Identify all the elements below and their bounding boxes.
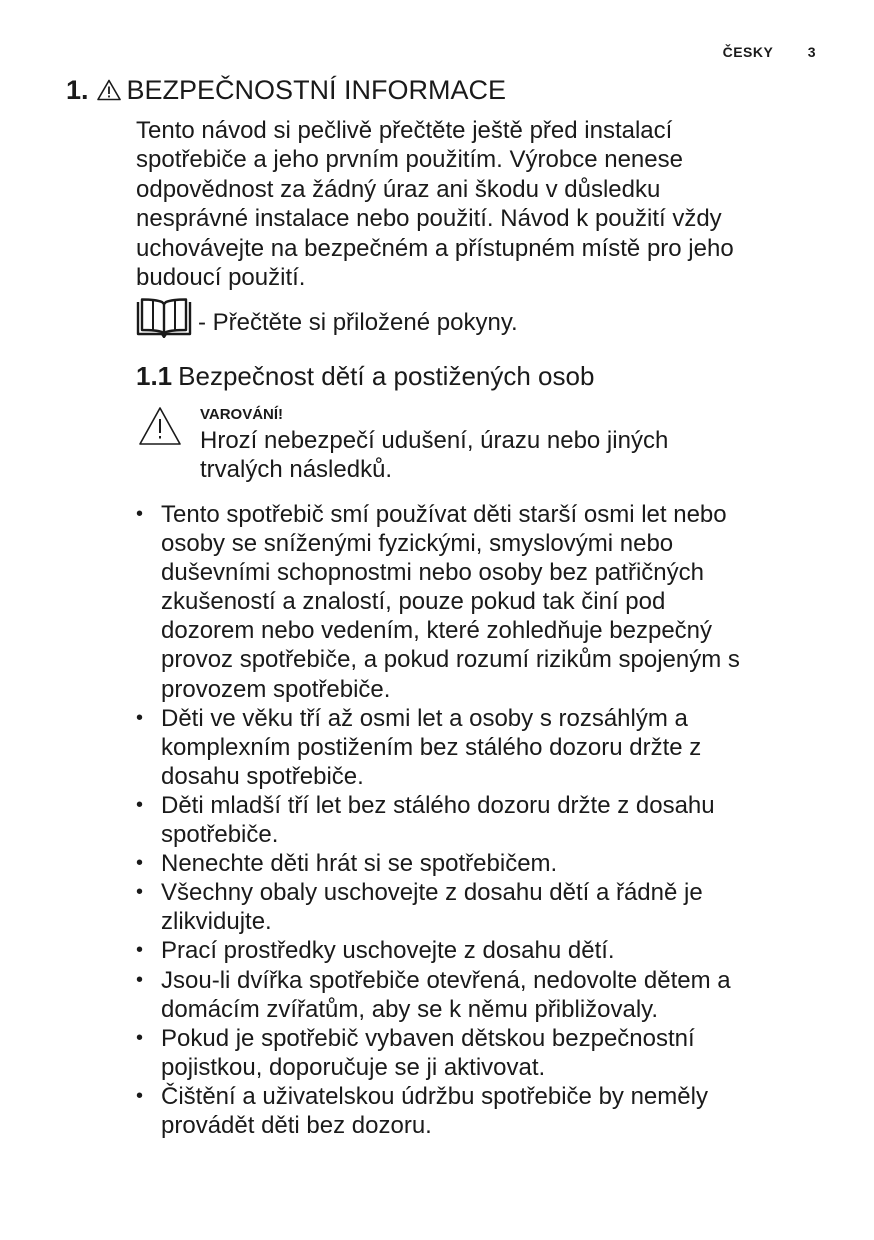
bullet-line: provozem spotřebiče. [161,675,391,703]
intro-line: odpovědnost za žádný úraz ani škodu v důsledku [136,175,661,203]
bullet-icon: • [136,968,144,991]
page-number: 3 [807,44,816,60]
bullet-icon: • [136,939,144,962]
bullet-icon: • [136,503,144,525]
warning-line: Hrozí nebezpečí udušení, úrazu nebo jiných [200,427,669,454]
bullet-line: komplexním postižením bez stálého dozoru držte z [161,733,702,761]
bullet-line: Nenechte děti hrát si se spotřebičem. [161,850,558,878]
intro-line: uchovávejte na bezpečném a přístupném místě pro jeho [136,234,734,262]
subsection-number: 1.1 [136,361,173,391]
safety-bullet-list [136,500,836,1140]
bullet-icon: • [136,1084,144,1107]
warning-label: VAROVÁNÍ! [200,406,284,423]
warning-triangle-icon [138,406,182,446]
bullet-icon: • [136,881,144,904]
bullet-icon: • [136,1026,144,1049]
intro-line: spotřebiče a jeho prvním použitím. Výrobce nenese [136,146,683,174]
bullet-line: Děti mladší tří let bez stálého dozoru držte z dosahu [161,791,715,819]
bullet-line: zkušeností a znalostí, pouze pokud tak činí pod [161,588,666,616]
open-book-icon [136,298,192,338]
bullet-line: osoby se sníženými fyzickými, smyslovými nebo [161,530,674,558]
warning-line: trvalých následků. [200,456,393,484]
bullet-line: Čištění a uživatelskou údržbu spotřebiče by neměly [161,1082,708,1110]
read-instructions-text: - Přečtěte si přiložené pokyny. [198,309,518,336]
bullet-item [136,704,836,791]
intro-paragraph [136,116,826,292]
bullet-line: dosahu spotřebiče. [161,762,364,790]
bullet-item [136,1082,836,1140]
bullet-line: pojistkou, doporučuje se ji aktivovat. [161,1053,546,1081]
bullet-line: domácím zvířatům, aby se k němu přibližovaly. [161,995,659,1023]
bullet-line: Všechny obaly uschovejte z dosahu dětí a řádně je [161,879,703,907]
section-heading [66,72,506,108]
bullet-icon: • [136,706,144,729]
subsection-heading [136,358,594,394]
bullet-item [136,849,836,878]
bullet-line: spotřebiče. [161,821,279,849]
bullet-line: Jsou-li dvířka spotřebiče otevřená, nedovolte dětem a [161,966,731,994]
bullet-line: provoz spotřebiče, a pokud rozumí rizikům spojeným s [161,646,740,674]
bullet-item [136,878,836,936]
subsection-title: Bezpečnost dětí a postižených osob [178,361,595,391]
bullet-item [136,500,836,704]
bullet-line: zlikvidujte. [161,908,272,936]
intro-line: nesprávné instalace nebo použití. Návod k použití vždy [136,205,722,233]
bullet-line: dozorem nebo vedením, které zohledňuje bezpečný [161,617,713,645]
bullet-item [136,966,836,1024]
bullet-line: Tento spotřebič smí používat děti starší osmi let nebo [161,501,727,528]
warning-text [200,426,820,485]
bullet-item [136,936,836,965]
read-instructions-row [136,298,518,338]
bullet-line: Prací prostředky uschovejte z dosahu dětí. [161,937,615,965]
warning-triangle-icon [97,79,121,101]
bullet-item [136,1024,836,1082]
bullet-item [136,791,836,849]
section-title: BEZPEČNOSTNÍ INFORMACE [126,75,507,105]
bullet-line: Pokud je spotřebič vybaven dětskou bezpečnostní [161,1024,695,1052]
intro-line: Tento návod si pečlivě přečtěte ještě před instalací [136,117,673,144]
bullet-icon: • [136,793,144,816]
bullet-icon: • [136,852,144,875]
bullet-line: duševními schopnostmi nebo osoby bez patřičných [161,559,704,587]
intro-line: budoucí použití. [136,264,306,292]
language-label: ČESKY [722,44,774,60]
page-header [723,44,816,60]
bullet-line: Děti ve věku tří až osmi let a osoby s rozsáhlým a [161,704,688,732]
bullet-line: provádět děti bez dozoru. [161,1111,432,1139]
section-number: 1. [66,75,89,105]
